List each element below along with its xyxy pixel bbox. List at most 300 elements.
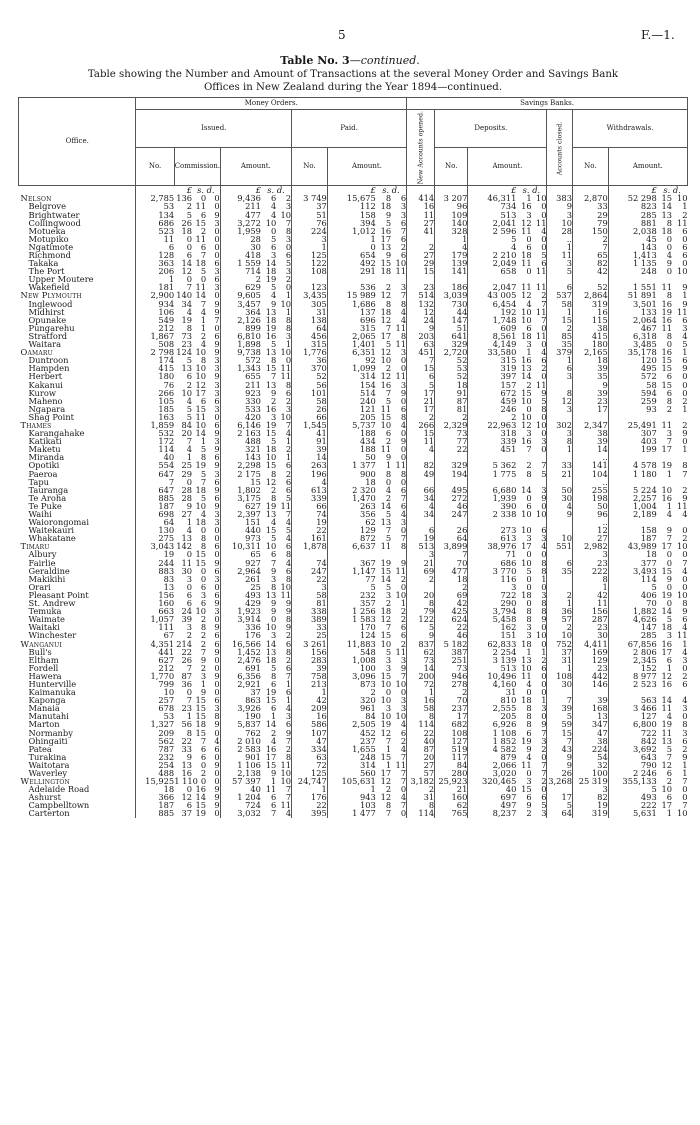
commission-pence: 0 <box>214 225 220 236</box>
paid-shillings: 18 <box>380 266 392 277</box>
deposits-shillings: 0 <box>526 581 532 592</box>
withdrawals-pence: 10 <box>676 541 688 552</box>
issued-shillings: 4 <box>271 209 277 220</box>
issued-no: 15,925 <box>136 777 174 785</box>
paid-pence: 4 <box>400 719 407 730</box>
withdrawals-no: 35 <box>573 372 609 380</box>
deposits-no: 52 <box>435 356 468 364</box>
deposits-pounds: 10,496 <box>468 672 517 680</box>
issued-no: 6 <box>136 243 174 251</box>
commission-pence: 9 <box>214 792 220 803</box>
deposits-shillings: 12 <box>521 419 532 430</box>
issued-shillings: 13 <box>265 306 277 317</box>
issued-pence: 8 <box>285 646 292 657</box>
deposits-no: 477 <box>435 567 468 575</box>
withdrawals-no: 16 <box>573 308 609 316</box>
paid-pence: 11 <box>395 646 407 657</box>
issued-pounds: 1,452 <box>220 648 261 656</box>
new-accounts: 8 <box>407 712 435 720</box>
paid-pence: 6 <box>400 484 407 495</box>
deposits-pence: 0 <box>541 670 547 681</box>
paid-shillings: 7 <box>385 387 392 398</box>
withdrawals-pence: 3 <box>682 322 688 333</box>
paid-shillings: 12 <box>380 290 392 301</box>
issued-pence: 0 <box>285 282 292 293</box>
commission-pence: 0 <box>214 201 220 212</box>
paid-pounds: 872 <box>327 534 376 542</box>
withdrawals-no: 38 <box>573 737 609 745</box>
commission-shillings: 10 <box>195 347 207 358</box>
deposits-pence: 5 <box>541 800 547 811</box>
deposits-pounds: 62,833 <box>468 640 517 648</box>
issued-shillings: 5 <box>271 533 277 544</box>
deposits-pence: 0 <box>541 201 547 212</box>
accounts-closed: 1 <box>547 356 573 364</box>
paid-pence: 3 <box>400 282 407 293</box>
office-name: Upper Moutere <box>28 274 94 285</box>
deposits-pounds: 71 <box>468 550 517 558</box>
deposits-pounds: 4,149 <box>468 340 517 348</box>
paid-shillings: 11 <box>380 541 392 552</box>
commission-pounds: 7 <box>186 695 193 706</box>
new-accounts: 66 <box>407 486 435 494</box>
issued-shillings: 6 <box>271 241 277 252</box>
col-savings-banks: Savings Banks. <box>407 98 688 110</box>
paid-pence: 6 <box>400 727 407 738</box>
deposits-no: 7 <box>435 550 468 558</box>
commission-pence: 8 <box>214 711 220 722</box>
accounts-closed: 3 <box>547 405 573 413</box>
withdrawals-pounds: 222 <box>608 801 657 809</box>
table-row <box>19 656 688 664</box>
deposits-shillings: 0 <box>526 492 532 503</box>
issued-shillings: 9 <box>271 606 277 617</box>
office-name: Kaimanuka <box>28 687 76 698</box>
office-name: St. Andrew <box>28 598 76 609</box>
accounts-closed: 30 <box>547 680 573 688</box>
paid-shillings: 2 <box>385 784 392 795</box>
withdrawals-pence: 0 <box>682 549 688 560</box>
new-accounts: 2 <box>407 243 435 251</box>
issued-shillings: 8 <box>271 492 277 503</box>
issued-no: 934 <box>136 300 174 308</box>
issued-shillings: 15 <box>265 460 277 471</box>
paid-pence: 3 <box>400 209 407 220</box>
commission-shillings: 16 <box>195 784 207 795</box>
paid-pence: 3 <box>400 379 407 390</box>
deposits-no: 46 <box>435 502 468 510</box>
withdrawals-shillings: 15 <box>661 565 673 576</box>
paid-pounds: 1 377 <box>327 461 376 469</box>
issued-pence: 6 <box>285 460 292 471</box>
paid-pence: 11 <box>395 759 407 770</box>
issued-pence: 10 <box>280 581 292 592</box>
commission-pence: 0 <box>214 614 220 625</box>
deposits-pounds: 319 <box>468 364 517 372</box>
accounts-closed: 36 <box>547 607 573 615</box>
deposits-pence: 6 <box>541 258 547 269</box>
table-row <box>19 688 688 696</box>
issued-pounds: 143 <box>220 453 261 461</box>
deposits-pence: 2 <box>541 654 547 665</box>
issued-pence: 2 <box>285 654 292 665</box>
deposits-pounds: 2 338 <box>468 510 517 518</box>
deposits-shillings: 6 <box>526 500 532 511</box>
commission-pounds: 0 <box>186 233 193 244</box>
new-accounts: 4 <box>407 502 435 510</box>
paid-shillings: 7 <box>385 622 392 633</box>
issued-pounds: 572 <box>220 356 261 364</box>
accounts-closed: 35 <box>547 340 573 348</box>
deposits-pence: 11 <box>535 266 547 277</box>
commission-pence: 6 <box>214 589 220 600</box>
office-name: Hawera <box>28 670 62 681</box>
issued-pounds: 3,914 <box>220 615 261 623</box>
withdrawals-pounds: 2,189 <box>608 510 657 518</box>
commission-shillings: 18 <box>195 517 207 528</box>
deposits-shillings: 15 <box>521 784 532 795</box>
commission-shillings: 0 <box>200 759 207 770</box>
commission-pence: 9 <box>214 719 220 730</box>
deposits-no: 329 <box>435 461 468 469</box>
withdrawals-pence: 0 <box>682 436 688 447</box>
accounts-closed <box>547 575 573 583</box>
commission-shillings: 5 <box>200 492 207 503</box>
paid-pounds: 105,631 <box>327 777 376 785</box>
deposits-pence: 4 <box>541 541 547 552</box>
paid-no: 81 <box>292 599 328 607</box>
issued-shillings: 15 <box>265 428 277 439</box>
withdrawals-shillings: 0 <box>666 339 673 350</box>
accounts-closed: 1 <box>547 445 573 453</box>
withdrawals-no: 169 <box>573 648 609 656</box>
paid-pounds: 92 <box>327 356 376 364</box>
deposits-pounds: 3 139 <box>468 656 517 664</box>
deposits-no: 21 <box>435 785 468 793</box>
table-row <box>19 793 688 801</box>
new-accounts: 57 <box>407 769 435 777</box>
issued-shillings: 19 <box>265 500 277 511</box>
paid-shillings: 4 <box>385 484 392 495</box>
paid-shillings: 15 <box>380 751 392 762</box>
withdrawals-pence: 1 <box>682 638 688 649</box>
paid-pence: 7 <box>400 776 407 787</box>
deposits-shillings: 3 <box>526 533 532 544</box>
commission-pence: 9 <box>214 339 220 350</box>
withdrawals-pounds: 722 <box>608 729 657 737</box>
table-row <box>19 680 688 688</box>
issued-pounds: 65 <box>220 550 261 558</box>
new-accounts: 9 <box>407 324 435 332</box>
issued-pence: 2 <box>285 444 292 455</box>
withdrawals-pounds: 467 <box>608 324 657 332</box>
deposits-pence: 0 <box>541 622 547 633</box>
withdrawals-pounds: 43,989 <box>608 542 657 550</box>
issued-no: 180 <box>136 372 174 380</box>
commission-shillings: 15 <box>195 549 207 560</box>
withdrawals-shillings: 14 <box>661 201 673 212</box>
issued-pounds: 6,146 <box>220 421 261 429</box>
commission-pounds: 142 <box>176 541 193 552</box>
office-name: Duntroon <box>28 355 69 366</box>
deposits-pounds: 205 <box>468 712 517 720</box>
col-deposits: Deposits. <box>435 110 547 148</box>
commission-shillings: 2 <box>200 330 207 341</box>
accounts-closed: 15 <box>547 729 573 737</box>
deposits-shillings: 11 <box>521 225 532 236</box>
paid-shillings: 5 <box>385 339 392 350</box>
commission-pounds: 4 <box>186 306 193 317</box>
deposits-pounds: 2,066 <box>468 761 517 769</box>
withdrawals-shillings: 18 <box>661 622 673 633</box>
paid-shillings: 3 <box>385 654 392 665</box>
deposits-no: 96 <box>435 202 468 210</box>
commission-pounds: 13 <box>181 363 193 374</box>
office-name: Hunterville <box>28 678 77 689</box>
commission-shillings: 2 <box>200 638 207 649</box>
issued-no: 647 <box>136 470 174 478</box>
withdrawals-pounds: 3,493 <box>608 567 657 575</box>
issued-pounds: 2 583 <box>220 745 261 753</box>
withdrawals-pence: 3 <box>682 654 688 665</box>
paid-pence: 2 <box>400 614 407 625</box>
issued-shillings: 6 <box>271 678 277 689</box>
paid-pounds: 1,008 <box>327 656 376 664</box>
table-row <box>19 211 688 219</box>
paid-no: 209 <box>292 704 328 712</box>
deposits-shillings: 14 <box>521 484 532 495</box>
paid-pence: 0 <box>400 784 407 795</box>
paid-shillings: 12 <box>380 792 392 803</box>
deposits-no: 64 <box>435 534 468 542</box>
deposits-no: 18 <box>435 381 468 389</box>
paid-pounds: 394 <box>327 219 376 227</box>
withdrawals-shillings: 17 <box>661 541 673 552</box>
issued-pounds: 2 163 <box>220 429 261 437</box>
paid-shillings: 11 <box>380 444 392 455</box>
new-accounts: 7 <box>407 356 435 364</box>
paid-no: 176 <box>292 793 328 801</box>
office-name: Waitotara <box>28 759 70 770</box>
issued-no: 554 <box>136 461 174 469</box>
paid-pence: 3 <box>400 695 407 706</box>
withdrawals-pounds: 8 977 <box>608 672 657 680</box>
deposits-shillings: 16 <box>521 355 532 366</box>
issued-no: 441 <box>136 648 174 656</box>
accounts-closed: 10 <box>547 631 573 639</box>
deposits-no: 81 <box>435 405 468 413</box>
withdrawals-no: 39 <box>573 364 609 372</box>
withdrawals-pounds: 406 <box>608 591 657 599</box>
office-name: Geraldine <box>28 565 70 576</box>
paid-shillings: 10 <box>380 419 392 430</box>
new-accounts: 40 <box>407 737 435 745</box>
deposits-pence: 8 <box>541 606 547 617</box>
commission-shillings: 15 <box>195 695 207 706</box>
paid-no: 51 <box>292 211 328 219</box>
office-name: Kaponga <box>28 695 66 706</box>
issued-shillings: 9 <box>271 598 277 609</box>
withdrawals-pounds: 2 246 <box>608 769 657 777</box>
accounts-closed: 2 <box>547 623 573 631</box>
commission-pence: 0 <box>214 687 220 698</box>
withdrawals-no: 82 <box>573 793 609 801</box>
deposits-pence: 3 <box>541 735 547 746</box>
new-accounts: 200 <box>407 672 435 680</box>
office-name: Orari <box>28 581 51 592</box>
commission-shillings: 4 <box>200 306 207 317</box>
withdrawals-no: 104 <box>573 470 609 478</box>
withdrawals-no: 38 <box>573 324 609 332</box>
withdrawals-no: 100 <box>573 769 609 777</box>
commission-shillings: 14 <box>195 428 207 439</box>
office-name: Motueka <box>28 225 66 236</box>
deposits-shillings: 11 <box>521 759 532 770</box>
paid-no: 39 <box>292 664 328 672</box>
table-row <box>19 753 688 761</box>
issued-pounds: 1 559 <box>220 259 261 267</box>
new-accounts: 203 <box>407 332 435 340</box>
deposits-shillings: 16 <box>521 436 532 447</box>
withdrawals-pounds: 120 <box>608 356 657 364</box>
accounts-closed: 1 <box>547 664 573 672</box>
commission-pounds: 19 <box>181 314 193 325</box>
withdrawals-no: 150 <box>573 227 609 235</box>
deposits-pence: 5 <box>541 250 547 261</box>
commission-shillings: 14 <box>195 290 207 301</box>
issued-pence: 10 <box>280 347 292 358</box>
commission-pounds: 16 <box>181 768 193 779</box>
issued-shillings: 16 <box>265 330 277 341</box>
deposits-pence: 7 <box>541 460 547 471</box>
deposits-pence: 1 <box>541 646 547 657</box>
commission-pence: 0 <box>214 662 220 673</box>
deposits-shillings: 12 <box>521 290 532 301</box>
withdrawals-pounds: 93 <box>608 405 657 413</box>
accounts-closed: 17 <box>547 793 573 801</box>
new-accounts: 14 <box>407 664 435 672</box>
commission-pounds: 1 110 <box>174 776 198 787</box>
issued-no: 174 <box>136 356 174 364</box>
issued-pence: 11 <box>280 500 292 511</box>
deposits-no: 1 <box>435 235 468 243</box>
issued-pence: 9 <box>285 727 292 738</box>
deposits-shillings: 10 <box>521 314 532 325</box>
office-name: Waihi <box>28 509 52 520</box>
withdrawals-pence: 1 <box>682 347 688 358</box>
issued-no: 1,859 <box>136 421 174 429</box>
issued-pence: 3 <box>285 233 292 244</box>
commission-pounds: 28 <box>181 484 193 495</box>
issued-pounds: 16,566 <box>220 640 261 648</box>
table-row <box>19 364 688 372</box>
commission-shillings: 5 <box>200 444 207 455</box>
withdrawals-shillings: 0 <box>666 549 673 560</box>
withdrawals-pounds: 187 <box>608 534 657 542</box>
commission-pounds: 1 <box>186 517 193 528</box>
accounts-closed: 30 <box>547 494 573 502</box>
issued-pence: 2 <box>285 630 292 641</box>
paid-no: 64 <box>292 324 328 332</box>
issued-pence: 6 <box>285 484 292 495</box>
issued-pence: 5 <box>285 525 292 536</box>
withdrawals-no: 319 <box>573 300 609 308</box>
deposits-pence: 6 <box>541 525 547 536</box>
issued-pence: 6 <box>285 541 292 552</box>
issued-pence: 2 <box>285 193 292 204</box>
issued-pence: 10 <box>280 298 292 309</box>
deposits-pounds: 459 <box>468 397 517 405</box>
commission-pence: 9 <box>214 800 220 811</box>
paid-pence: 3 <box>400 201 407 212</box>
issued-pounds: 627 <box>220 502 261 510</box>
table-row <box>19 615 688 623</box>
table-row <box>19 809 688 817</box>
office-name: Te Puke <box>28 500 62 511</box>
table-row <box>19 640 688 648</box>
withdrawals-pence: 1 <box>682 201 688 212</box>
deposits-pounds: 31 <box>468 688 517 696</box>
issued-pounds: 3,032 <box>220 809 261 817</box>
new-accounts: 87 <box>407 745 435 753</box>
issued-no: 114 <box>136 445 174 453</box>
deposits-no: 179 <box>435 251 468 259</box>
paid-pounds: 3,096 <box>327 672 376 680</box>
commission-shillings: 11 <box>195 282 207 293</box>
paid-pence: 6 <box>400 630 407 641</box>
issued-shillings: 0 <box>271 225 277 236</box>
accounts-closed: 2 <box>547 324 573 332</box>
withdrawals-pence: 2 <box>682 395 688 406</box>
issued-no: 106 <box>136 308 174 316</box>
paid-pounds: 2 <box>327 688 376 696</box>
office-name: Adelaide Road <box>28 784 90 795</box>
commission-pounds: 10 <box>181 387 193 398</box>
issued-shillings: 19 <box>265 687 277 698</box>
table-row <box>19 316 688 324</box>
office-name: Bull's <box>28 646 52 657</box>
deposits-shillings: 9 <box>526 800 532 811</box>
deposits-pence: 0 <box>541 500 547 511</box>
issued-pounds: 1,343 <box>220 364 261 372</box>
deposits-pence: 3 <box>541 484 547 495</box>
commission-shillings: 11 <box>195 201 207 212</box>
issued-shillings: 10 <box>265 622 277 633</box>
issued-pence: 8 <box>285 614 292 625</box>
deposits-shillings: 14 <box>521 371 532 382</box>
issued-shillings: 4 <box>271 290 277 301</box>
commission-pounds: 0 <box>186 549 193 560</box>
withdrawals-pence: 2 <box>682 209 688 220</box>
issued-no: 18 <box>136 785 174 793</box>
withdrawals-pounds: 6,800 <box>608 720 657 728</box>
withdrawals-pounds: 1 135 <box>608 259 657 267</box>
issued-pounds: 5,837 <box>220 720 261 728</box>
paid-shillings: 14 <box>380 500 392 511</box>
accounts-closed: 6 <box>547 283 573 291</box>
commission-shillings: 10 <box>195 606 207 617</box>
withdrawals-no: 96 <box>573 510 609 518</box>
paid-shillings: 7 <box>385 808 392 819</box>
commission-pence: 0 <box>214 322 220 333</box>
withdrawals-no: 2,982 <box>573 542 609 550</box>
table-row <box>19 591 688 599</box>
deposits-shillings: 4 <box>526 751 532 762</box>
withdrawals-pence: 9 <box>682 298 688 309</box>
commission-pence: 0 <box>214 727 220 738</box>
deposits-no: 84 <box>435 761 468 769</box>
issued-shillings: 7 <box>271 808 277 819</box>
